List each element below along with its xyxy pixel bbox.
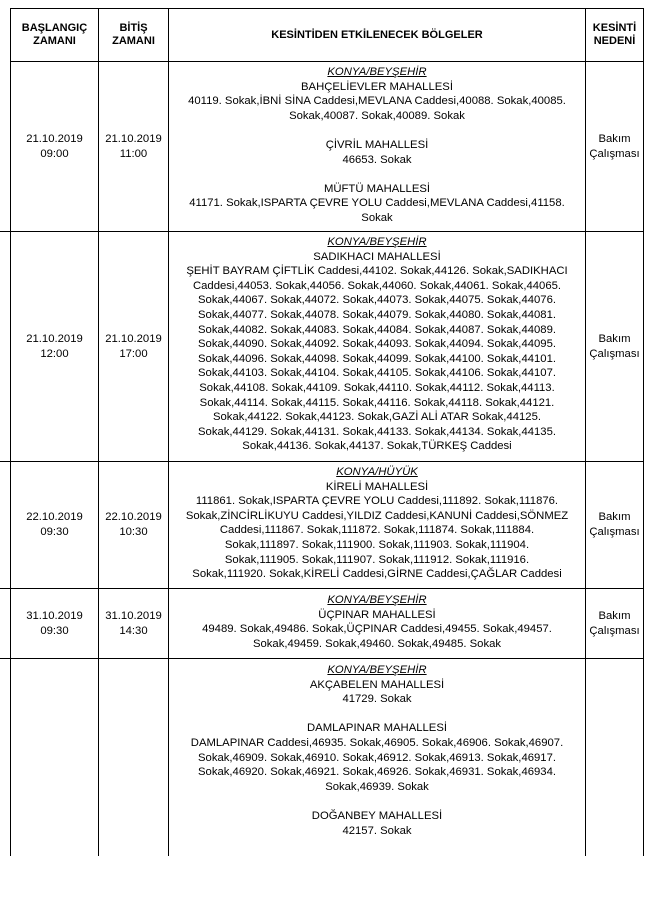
text-line: 111861. Sokak,ISPARTA ÇEVRE YOLU Caddesi,111892. Sokak,111876. [195, 495, 559, 508]
neighborhood-name: KİRELİ MAHALLESİ [325, 480, 429, 493]
text-line: Sokak,44129. Sokak,44131. Sokak,44133. Sokak,44134. Sokak,44135. [198, 425, 556, 438]
province: KONYA/HÜYÜK [336, 466, 418, 478]
province: KONYA/BEYŞEHİR [327, 236, 427, 248]
text-line: 21.10.2019 [26, 332, 83, 345]
text-line: Sokak,44077. Sokak,44078. Sokak,44079. Sokak,44080. Sokak,44081. [198, 308, 556, 321]
text-line: Sokak,49459. Sokak,49460. Sokak,49485. Sokak [252, 637, 502, 650]
province: KONYA/BEYŞEHİR [327, 664, 427, 676]
text-line: Sokak,44108. Sokak,44109. Sokak,44110. Sokak,44112. Sokak,44113. [199, 381, 555, 394]
text-line: Bakım [598, 332, 631, 345]
row-4-start [11, 589, 98, 658]
text-line: 46653. Sokak [342, 153, 412, 166]
province: KONYA/BEYŞEHİR [327, 66, 427, 78]
neighborhood-name: BAHÇELİEVLER MAHALLESİ [301, 80, 453, 93]
text-line: Sokak,44114. Sokak,44115. Sokak,44116. Sokak,44118. Sokak,44121. [199, 396, 555, 409]
row-2-reason [586, 232, 643, 461]
neighborhood-name: DOĞANBEY MAHALLESİ [311, 809, 443, 822]
text-line: Sokak [361, 211, 393, 224]
text-line: KESİNTİDEN ETKİLENECEK BÖLGELER [271, 28, 483, 41]
text-line: 10:30 [119, 526, 148, 538]
header-start-time [11, 9, 98, 61]
text-line: 17:00 [119, 347, 148, 360]
text-line: Sokak,ZİNCİRLİKUYU Caddesi,YILDIZ Caddesi,KANUNİ Caddesi,SÖNMEZ [185, 509, 569, 522]
text-line: 21.10.2019 [105, 132, 162, 145]
text-line: 21.10.2019 [105, 332, 162, 345]
text-line: BAŞLANGIÇ [21, 22, 88, 34]
text-line: Sokak,44096. Sokak,44098. Sokak,44099. Sokak,44100. Sokak,44101. [198, 352, 556, 365]
text-line: Sokak,111897. Sokak,111900. Sokak,111903. Sokak,111904. [224, 538, 530, 551]
header-reason [586, 9, 643, 61]
neighborhood-name: SADIKHACI MAHALLESİ [313, 250, 441, 263]
text-line: Çalışması [589, 526, 640, 538]
row-4-end [99, 589, 168, 658]
neighborhood-name: ÜÇPINAR MAHALLESİ [318, 608, 436, 621]
row-1-regions [169, 65, 585, 226]
text-line: 41171. Sokak,ISPARTA ÇEVRE YOLU Caddesi,MEVLANA Caddesi,41158. [189, 197, 565, 210]
text-line: Sokak,44122. Sokak,44123. Sokak,GAZİ ALİ ATAR Sokak,44125. [212, 411, 542, 424]
text-line: 40119. Sokak,İBNİ SİNA Caddesi,MEVLANA Caddesi,40088. Sokak,40085. [188, 95, 566, 108]
row-3-end [99, 462, 168, 588]
text-line: ZAMANI [33, 35, 76, 47]
row-2-start [11, 232, 98, 461]
text-line: 41729. Sokak [342, 693, 412, 706]
row-1-start [11, 62, 98, 231]
text-line: Sokak,44090. Sokak,44092. Sokak,44093. Sokak,44094. Sokak,44095. [198, 338, 556, 351]
text-line: KESİNTİ [592, 22, 637, 34]
text-line: 42157. Sokak [342, 824, 412, 837]
neighborhood-name: ÇİVRİL MAHALLESİ [325, 138, 429, 151]
text-line: 49489. Sokak,49486. Sokak,ÜÇPINAR Caddesi,49455. Sokak,49457. [202, 623, 552, 636]
text-line: Sokak,46920. Sokak,46921. Sokak,46926. Sokak,46931. Sokak,46934. [198, 766, 556, 779]
text-line: NEDENİ [593, 35, 636, 47]
header-end-time [99, 9, 168, 61]
text-line: 09:30 [40, 526, 69, 538]
text-line: Çalışması [589, 347, 640, 360]
row-1-end [99, 62, 168, 231]
text-line: Bakım [598, 132, 631, 145]
row-divider [0, 658, 644, 659]
text-line: 09:30 [40, 624, 69, 637]
text-line: ŞEHİT BAYRAM ÇİFTLİK Caddesi,44102. Sokak,44126. Sokak,SADIKHACI [186, 265, 568, 278]
text-line: Çalışması [589, 147, 640, 160]
row-3-reason [586, 462, 643, 588]
text-line: Sokak,46939. Sokak [325, 780, 429, 793]
text-line: Bakım [598, 511, 631, 524]
text-line: 11:00 [119, 147, 148, 160]
text-line: DAMLAPINAR Caddesi,46935. Sokak,46905. Sokak,46906. Sokak,46907. [190, 736, 564, 749]
row-4-reason [586, 589, 643, 658]
text-line: ZAMANI [112, 35, 155, 47]
province: KONYA/BEYŞEHİR [327, 594, 427, 606]
text-line: 31.10.2019 [26, 609, 83, 622]
row-1-reason [586, 62, 643, 231]
text-line: 09:00 [40, 147, 69, 160]
neighborhood-name: DAMLAPINAR MAHALLESİ [307, 722, 447, 735]
row-5-regions [169, 663, 585, 838]
row-3-start [11, 462, 98, 588]
column-divider [643, 8, 644, 856]
row-2-end [99, 232, 168, 461]
text-line: 31.10.2019 [105, 609, 162, 622]
neighborhood-name: AKÇABELEN MAHALLESİ [309, 678, 445, 691]
header-regions [169, 9, 585, 61]
text-line: Sokak,46909. Sokak,46910. Sokak,46912. Sokak,46913. Sokak,46917. [198, 751, 556, 764]
text-line: Sokak,111920. Sokak,KİRELİ Caddesi,GİRNE Caddesi,ÇAĞLAR Caddesi [192, 568, 562, 581]
text-line: Sokak,44082. Sokak,44083. Sokak,44084. Sokak,44087. Sokak,44089. [198, 323, 556, 336]
text-line: Caddesi,111867. Sokak,111872. Sokak,111874. Sokak,111884. [219, 524, 535, 537]
text-line: 12:00 [40, 347, 69, 360]
row-2-regions [169, 235, 585, 454]
row-3-regions [169, 465, 585, 582]
text-line: Sokak,44067. Sokak,44072. Sokak,44073. Sokak,44075. Sokak,44076. [198, 294, 556, 307]
text-line: Sokak,111905. Sokak,111907. Sokak,111912. Sokak,111916. [224, 553, 530, 566]
text-line: Çalışması [589, 624, 640, 637]
text-line: Sokak,44136. Sokak,44137. Sokak,TÜRKEŞ Caddesi [242, 440, 512, 453]
text-line: Caddesi,44053. Sokak,44056. Sokak,44060. Sokak,44061. Sokak,44065. [192, 279, 562, 292]
text-line: BİTİŞ [119, 22, 148, 34]
row-4-regions [169, 593, 585, 651]
text-line: 22.10.2019 [26, 511, 83, 524]
text-line: 22.10.2019 [105, 511, 162, 524]
text-line: Bakım [598, 609, 631, 622]
text-line: 21.10.2019 [26, 132, 83, 145]
text-line: 14:30 [119, 624, 148, 637]
neighborhood-name: MÜFTÜ MAHALLESİ [323, 182, 431, 195]
text-line: Sokak,44103. Sokak,44104. Sokak,44105. Sokak,44106. Sokak,44107. [198, 367, 556, 380]
text-line: Sokak,40087. Sokak,40089. Sokak [289, 109, 465, 122]
